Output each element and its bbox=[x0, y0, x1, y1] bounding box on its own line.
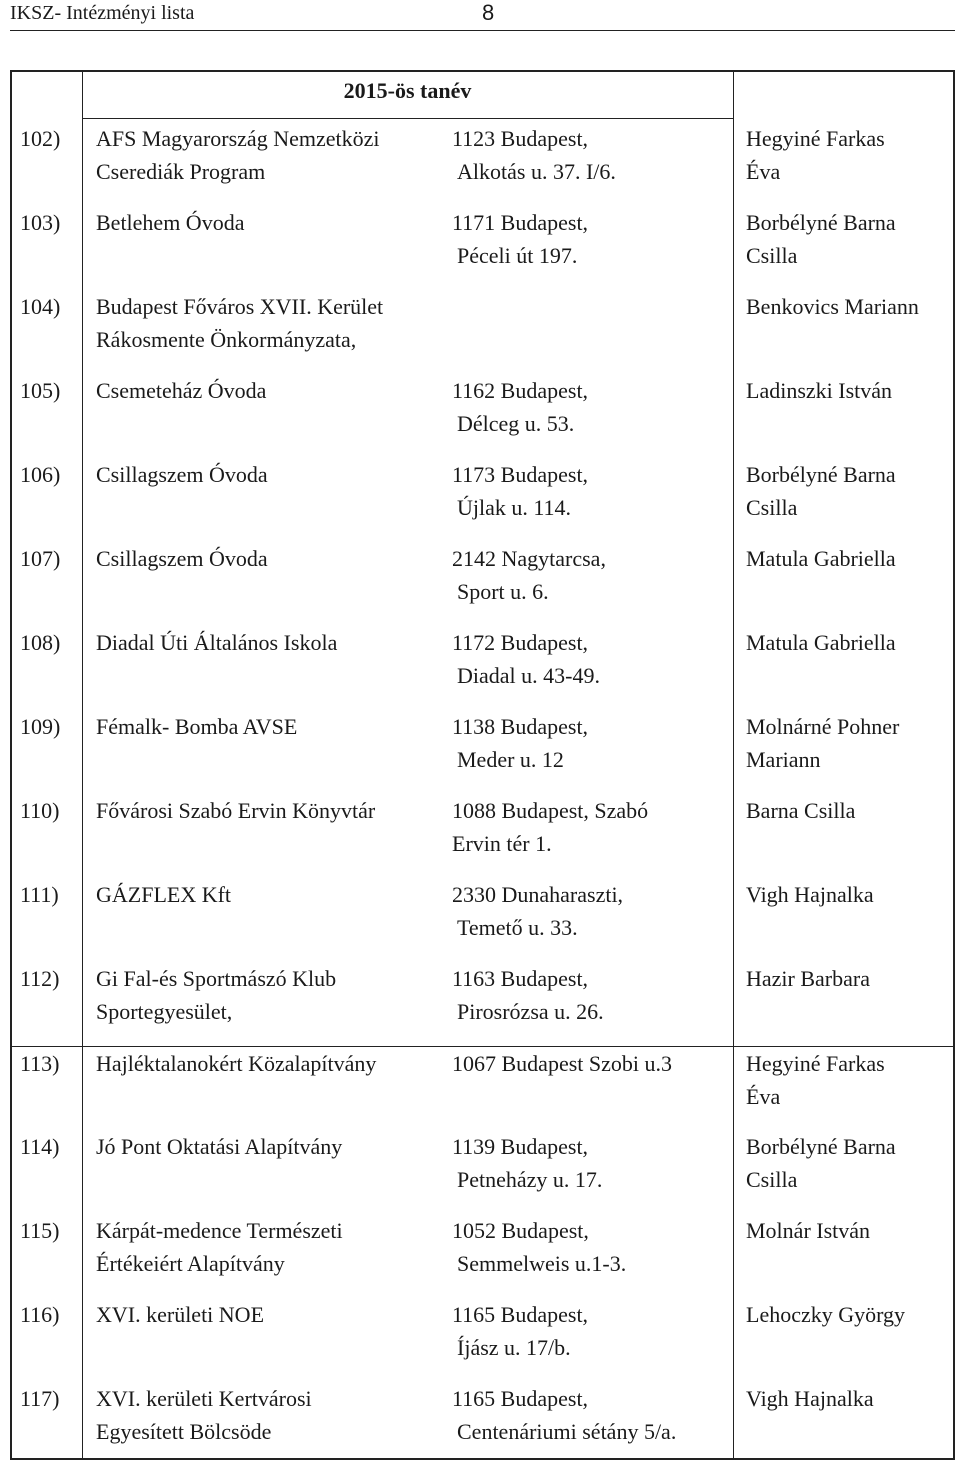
contact-person bbox=[746, 290, 951, 356]
institution-name-line bbox=[96, 827, 446, 860]
institution-name-line: Budapest Főváros XVII. Kerület bbox=[96, 294, 384, 319]
contact-person bbox=[746, 794, 951, 860]
contact-person-line: Hazir Barbara bbox=[746, 966, 870, 991]
institution-name-line: Értékeiért Alapítvány bbox=[96, 1251, 285, 1276]
contact-person bbox=[746, 374, 951, 440]
institution-name-line: Fővárosi Szabó Ervin Könyvtár bbox=[96, 798, 376, 823]
contact-person-line bbox=[746, 575, 951, 608]
institution-name bbox=[96, 878, 446, 944]
contact-person-line: Csilla bbox=[746, 1167, 798, 1192]
institution-address bbox=[452, 710, 732, 776]
contact-person-line: Molnárné Pohner bbox=[746, 714, 900, 739]
contact-person bbox=[746, 1298, 951, 1364]
contact-person bbox=[746, 458, 951, 524]
institution-name bbox=[96, 794, 446, 860]
table-row bbox=[12, 122, 953, 206]
institution-address-line: Újlak u. 114. bbox=[457, 495, 572, 520]
institution-address-line: 1067 Budapest Szobi u.3 bbox=[452, 1051, 672, 1076]
institution-name bbox=[96, 1047, 446, 1113]
table-row bbox=[12, 710, 953, 794]
institution-name-line: Sportegyesület, bbox=[96, 999, 233, 1024]
contact-person-line: Vigh Hajnalka bbox=[746, 1386, 874, 1411]
institution-address-line: 1171 Budapest, bbox=[452, 210, 589, 235]
institution-address-line: 2330 Dunaharaszti, bbox=[452, 882, 624, 907]
institution-address bbox=[452, 542, 732, 608]
term-heading: 2015-ös tanév bbox=[343, 78, 472, 103]
institution-name-line: Betlehem Óvoda bbox=[96, 210, 245, 235]
contact-person-line: Borbélyné Barna bbox=[746, 462, 896, 487]
row-number: 115) bbox=[20, 1218, 60, 1243]
institution-address-line: Temető u. 33. bbox=[457, 915, 578, 940]
institution-address bbox=[452, 962, 732, 1028]
table-row bbox=[12, 794, 953, 878]
institution-address-line: 1139 Budapest, bbox=[452, 1134, 589, 1159]
institution-name bbox=[96, 1130, 446, 1196]
table-row bbox=[12, 374, 953, 458]
institution-name bbox=[96, 122, 446, 188]
institution-address-line: Délceg u. 53. bbox=[457, 411, 575, 436]
institution-name bbox=[96, 206, 446, 272]
institution-name-line: Csemeteház Óvoda bbox=[96, 378, 267, 403]
institution-address bbox=[452, 206, 732, 272]
institution-address-line: Diadal u. 43-49. bbox=[457, 663, 600, 688]
page-number: 8 bbox=[482, 0, 495, 25]
institution-address-line: 1163 Budapest, bbox=[452, 966, 589, 991]
row-number: 111) bbox=[20, 882, 59, 907]
institution-name-line bbox=[96, 491, 446, 524]
row-number: 105) bbox=[20, 378, 61, 403]
row-number: 117) bbox=[20, 1386, 60, 1411]
institution-name-line: Jó Pont Oktatási Alapítvány bbox=[96, 1134, 343, 1159]
institution-name-line: GÁZFLEX Kft bbox=[96, 882, 232, 907]
institution-name-line bbox=[96, 659, 446, 692]
contact-person-line: Éva bbox=[746, 159, 781, 184]
contact-person bbox=[746, 122, 951, 188]
contact-person bbox=[746, 206, 951, 272]
institution-address-line: Pirosrózsa u. 26. bbox=[457, 999, 604, 1024]
institution-address-line: 1172 Budapest, bbox=[452, 630, 589, 655]
institution-address-line bbox=[452, 290, 732, 323]
institution-name-line bbox=[96, 239, 446, 272]
institution-name bbox=[96, 1214, 446, 1280]
institution-address-line: Semmelweis u.1-3. bbox=[457, 1251, 627, 1276]
institution-address bbox=[452, 1382, 732, 1448]
institution-name-line: XVI. kerületi NOE bbox=[96, 1302, 265, 1327]
table-row bbox=[12, 206, 953, 290]
institution-name-line bbox=[96, 911, 446, 944]
contact-person bbox=[746, 542, 951, 608]
row-number: 112) bbox=[20, 966, 60, 991]
institution-name bbox=[96, 1382, 446, 1448]
institution-name-line bbox=[96, 743, 446, 776]
header-divider bbox=[82, 118, 733, 119]
institution-address-line: 1165 Budapest, bbox=[452, 1386, 589, 1411]
contact-person-line: Csilla bbox=[746, 495, 798, 520]
institution-name bbox=[96, 374, 446, 440]
institution-address bbox=[452, 1214, 732, 1280]
institution-address bbox=[452, 458, 732, 524]
contact-person-line: Csilla bbox=[746, 243, 798, 268]
page-title: IKSZ- Intézményi lista bbox=[10, 2, 195, 24]
institution-address bbox=[452, 290, 732, 356]
institution-name-line: Fémalk- Bomba AVSE bbox=[96, 714, 298, 739]
institution-name-line bbox=[96, 407, 446, 440]
contact-person bbox=[746, 878, 951, 944]
contact-person bbox=[746, 710, 951, 776]
contact-person-line: Barna Csilla bbox=[746, 798, 856, 823]
contact-person-line: Lehoczky György bbox=[746, 1302, 906, 1327]
contact-person-line: Matula Gabriella bbox=[746, 630, 896, 655]
contact-person-line: Hegyiné Farkas bbox=[746, 1051, 885, 1076]
institution-address bbox=[452, 1298, 732, 1364]
institution-name-line bbox=[96, 1331, 446, 1364]
table-row bbox=[12, 1298, 953, 1382]
row-number: 103) bbox=[20, 210, 61, 235]
contact-person-line bbox=[746, 323, 951, 356]
row-number: 110) bbox=[20, 798, 60, 823]
institution-name-line: Csillagszem Óvoda bbox=[96, 462, 268, 487]
institution-name-line: Hajléktalanokért Közalapítvány bbox=[96, 1051, 377, 1076]
table-row bbox=[12, 458, 953, 542]
contact-person-line: Borbélyné Barna bbox=[746, 1134, 896, 1159]
contact-person-line: Ladinszki István bbox=[746, 378, 893, 403]
institution-name bbox=[96, 626, 446, 692]
contact-person-line bbox=[746, 911, 951, 944]
institution-name-line: Diadal Úti Általános Iskola bbox=[96, 630, 338, 655]
contact-person-line: Mariann bbox=[746, 747, 821, 772]
institution-address-line: 1123 Budapest, bbox=[452, 126, 589, 151]
institution-name-line: XVI. kerületi Kertvárosi bbox=[96, 1386, 312, 1411]
contact-person-line bbox=[746, 1247, 951, 1280]
contact-person bbox=[746, 1214, 951, 1280]
contact-person-line: Borbélyné Barna bbox=[746, 210, 896, 235]
institution-address-line: 2142 Nagytarcsa, bbox=[452, 546, 606, 571]
institution-address-line: 1162 Budapest, bbox=[452, 378, 589, 403]
contact-person-line bbox=[746, 659, 951, 692]
row-number: 114) bbox=[20, 1134, 60, 1159]
institution-address bbox=[452, 122, 732, 188]
institution-name-line: Kárpát-medence Természeti bbox=[96, 1218, 343, 1243]
row-number: 106) bbox=[20, 462, 61, 487]
contact-person-line bbox=[746, 827, 951, 860]
institution-name-line: AFS Magyarország Nemzetközi bbox=[96, 126, 380, 151]
row-number: 109) bbox=[20, 714, 61, 739]
contact-person-line bbox=[746, 1415, 951, 1448]
institution-address-line: 1052 Budapest, bbox=[452, 1218, 589, 1243]
institution-address bbox=[452, 878, 732, 944]
contact-person bbox=[746, 1382, 951, 1448]
row-number: 116) bbox=[20, 1302, 60, 1327]
contact-person-line: Vigh Hajnalka bbox=[746, 882, 874, 907]
institution-address-line bbox=[452, 323, 732, 356]
table-row bbox=[12, 1046, 953, 1131]
institution-address-line: Péceli út 197. bbox=[457, 243, 578, 268]
institution-name bbox=[96, 1298, 446, 1364]
contact-person bbox=[746, 626, 951, 692]
institution-address bbox=[452, 794, 732, 860]
institution-name-line bbox=[96, 575, 446, 608]
institution-address-line: 1173 Budapest, bbox=[452, 462, 589, 487]
institution-address bbox=[452, 1130, 732, 1196]
contact-person-line: Hegyiné Farkas bbox=[746, 126, 885, 151]
table-row bbox=[12, 962, 953, 1046]
institution-name-line: Egyesített Bölcsöde bbox=[96, 1419, 272, 1444]
table-row bbox=[12, 542, 953, 626]
row-number: 104) bbox=[20, 294, 61, 319]
institution-name bbox=[96, 710, 446, 776]
institution-address-line: Sport u. 6. bbox=[457, 579, 549, 604]
institution-name bbox=[96, 458, 446, 524]
row-number: 113) bbox=[20, 1051, 60, 1076]
institution-address-line: Meder u. 12 bbox=[457, 747, 564, 772]
contact-person-line bbox=[746, 1331, 951, 1364]
institution-address-line bbox=[452, 1080, 732, 1113]
institution-name bbox=[96, 290, 446, 356]
institution-name-line: Rákosmente Önkormányzata, bbox=[96, 327, 357, 352]
table-row bbox=[12, 1214, 953, 1298]
institution-address-line: 1165 Budapest, bbox=[452, 1302, 589, 1327]
institution-name bbox=[96, 962, 446, 1028]
page-header bbox=[10, 0, 955, 31]
contact-person-line: Molnár István bbox=[746, 1218, 871, 1243]
institution-address-line: Ervin tér 1. bbox=[452, 831, 552, 856]
institution-address bbox=[452, 1047, 732, 1113]
institution-address bbox=[452, 626, 732, 692]
contact-person bbox=[746, 1047, 951, 1113]
institution-name-line bbox=[96, 1163, 446, 1196]
institution-table bbox=[10, 70, 955, 1460]
table-row bbox=[12, 1382, 953, 1466]
institution-name-line: Gi Fal-és Sportmászó Klub bbox=[96, 966, 337, 991]
table-row bbox=[12, 878, 953, 962]
row-number: 102) bbox=[20, 126, 61, 151]
table-row bbox=[12, 1130, 953, 1214]
table-row bbox=[12, 626, 953, 710]
institution-address-line: 1138 Budapest, bbox=[452, 714, 589, 739]
institution-name-line: Csillagszem Óvoda bbox=[96, 546, 268, 571]
row-number: 107) bbox=[20, 546, 61, 571]
institution-address-line: Íjász u. 17/b. bbox=[457, 1335, 571, 1360]
row-number: 108) bbox=[20, 630, 61, 655]
contact-person-line bbox=[746, 995, 951, 1028]
contact-person-line: Éva bbox=[746, 1084, 781, 1109]
contact-person bbox=[746, 962, 951, 1028]
institution-address-line: Petneházy u. 17. bbox=[457, 1167, 603, 1192]
institution-name-line: Cserediák Program bbox=[96, 159, 266, 184]
institution-address bbox=[452, 374, 732, 440]
contact-person-line bbox=[746, 407, 951, 440]
institution-name bbox=[96, 542, 446, 608]
institution-address-line: 1088 Budapest, Szabó bbox=[452, 798, 649, 823]
contact-person-line: Matula Gabriella bbox=[746, 546, 896, 571]
institution-name-line bbox=[96, 1080, 446, 1113]
institution-address-line: Centenáriumi sétány 5/a. bbox=[457, 1419, 677, 1444]
table-row bbox=[12, 290, 953, 374]
contact-person bbox=[746, 1130, 951, 1196]
contact-person-line: Benkovics Mariann bbox=[746, 294, 919, 319]
institution-address-line: Alkotás u. 37. I/6. bbox=[457, 159, 616, 184]
